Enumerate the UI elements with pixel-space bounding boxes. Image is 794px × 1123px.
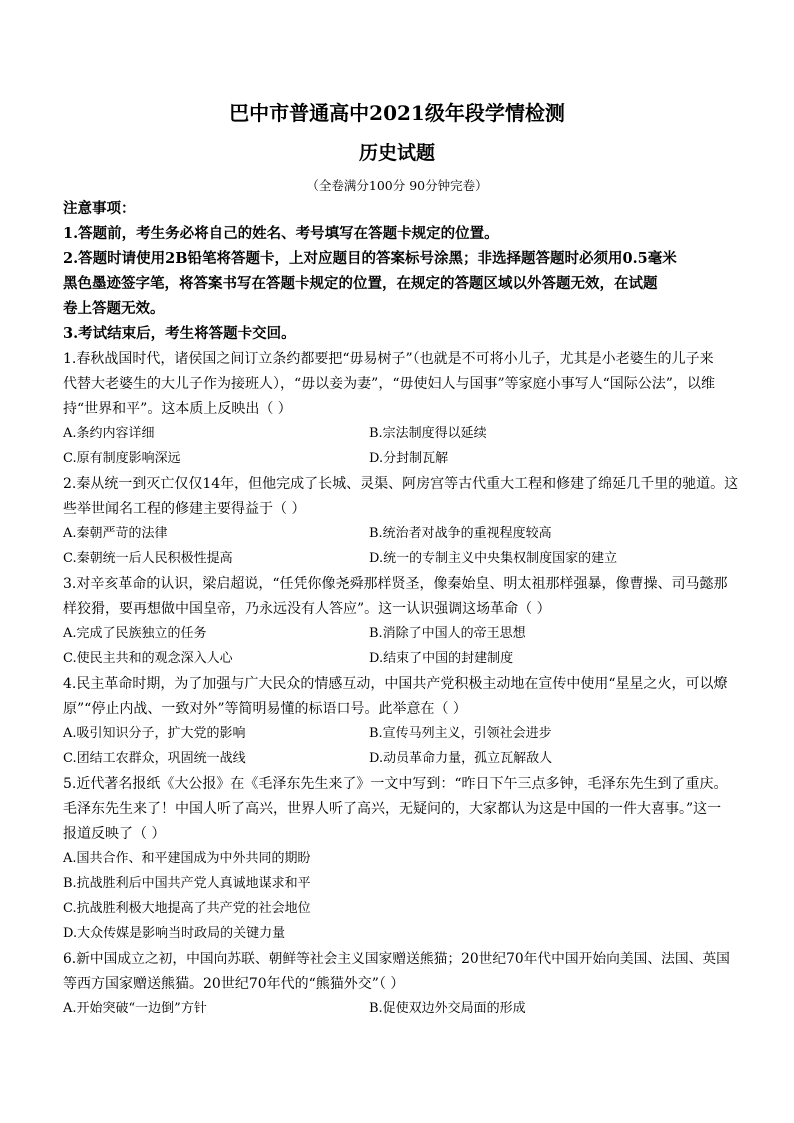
question-5-option-a: A.国共合作、和平建国成为中外共同的期盼	[63, 851, 311, 866]
notice-item: 黑色墨迹签字笔，将答案书写在答题卡规定的位置，在规定的答题区域以外答题无效，在试题	[63, 275, 658, 292]
exam-info: （全卷满分100分 90分钟完卷）	[306, 178, 488, 193]
question-6-stem: 6.新中国成立之初，中国向苏联、朝鲜等社会主义国家赠送熊猫；20世纪70年代中国开始向美国、法国、英国	[63, 951, 730, 967]
question-3-stem: 样狡猾，要再想做中国皇帝，乃永远没有人答应”。这一认识强调这场革命（ ）	[63, 601, 551, 617]
question-1-option-d: D.分封制瓦解	[369, 451, 449, 466]
question-3-option-a: A.完成了民族独立的任务	[63, 626, 207, 641]
question-1-option-b: B.宗法制度得以延续	[369, 426, 487, 441]
question-4-option-a: A.吸引知识分子，扩大党的影响	[63, 726, 246, 741]
question-2-stem: 些举世闻名工程的修建主要得益于（ ）	[63, 501, 306, 517]
question-2-stem: 2.秦从统一到灭亡仅仅14年，但他完成了长城、灵渠、阿房宫等古代重大工程和修建了绵延几千里的驰道。这	[63, 476, 739, 492]
question-5-option-b: B.抗战胜利后中国共产党人真诚地谋求和平	[63, 876, 311, 891]
notice-item: 1.答题前，考生务必将自己的姓名、考号填写在答题卡规定的位置。	[63, 225, 499, 242]
question-4-option-c: C.团结工农群众，巩固统一战线	[63, 751, 246, 766]
question-1-option-a: A.条约内容详细	[63, 426, 155, 441]
question-1-stem: 持“世界和平”。这本质上反映出（ ）	[63, 401, 292, 417]
question-6-stem: 等西方国家赠送熊猫。20世纪70年代的“熊猫外交”（ ）	[63, 976, 405, 992]
notice-item: 卷上答题无效。	[63, 300, 165, 317]
question-6-option-b: B.促使双边外交局面的形成	[369, 1001, 526, 1016]
question-5-stem: 报道反映了（ ）	[63, 826, 166, 842]
question-4-stem: 4.民主革命时期，为了加强与广大民众的情感互动，中国共产党积极主动地在宣传中使用“星星之火，可以燎	[63, 676, 728, 692]
question-2-option-a: A.秦朝严苛的法律	[63, 526, 168, 541]
question-4-option-d: D.动员革命力量，孤立瓦解敌人	[369, 751, 553, 766]
notice-item: 2.答题时请使用2B铅笔将答题卡，上对应题目的答案标号涂黑；非选择题答题时必须用0.5毫米	[63, 250, 677, 267]
question-1-stem: 1.春秋战国时代，诸侯国之间订立条约都要把“毋易树子”（也就是不可将小儿子，尤其是小老婆生的儿子来	[63, 351, 714, 367]
question-4-stem: 原”“停止内战、一致对外”等简明易懂的标语口号。此举意在（ ）	[63, 701, 467, 717]
question-3-option-b: B.消除了中国人的帝王思想	[369, 626, 526, 641]
question-5-option-c: C.抗战胜利极大地提高了共产党的社会地位	[63, 901, 311, 916]
question-5-option-d: D.大众传媒是影响当时政局的关键力量	[63, 926, 286, 941]
question-5-stem: 5.近代著名报纸《大公报》在《毛泽东先生来了》一文中写到：“昨日下午三点多钟，毛泽东先生到了重庆。	[63, 776, 728, 792]
question-3-stem: 3.对辛亥革命的认识，梁启超说，“任凭你像尧舜那样贤圣，像秦始皇、明太祖那样强暴，像曹操、司马懿那	[63, 576, 728, 592]
question-4-option-b: B.宣传马列主义，引领社会进步	[369, 726, 552, 741]
notice-item: 3.考试结束后，考生将答题卡交回。	[63, 325, 296, 342]
exam-title: 巴中市普通高中2021级年段学情检测	[229, 101, 565, 125]
question-3-option-c: C.使民主共和的观念深入人心	[63, 651, 233, 666]
question-6-option-a: A.开始突破“一边倒”方针	[63, 1001, 207, 1016]
notice-heading: 注意事项：	[63, 200, 136, 217]
question-3-option-d: D.结束了中国的封建制度	[369, 651, 514, 666]
question-2-option-d: D.统一的专制主义中央集权制度国家的建立	[369, 551, 618, 566]
question-2-option-c: C.秦朝统一后人民积极性提高	[63, 551, 233, 566]
subject-title: 历史试题	[358, 142, 435, 164]
question-5-stem: 毛泽东先生来了！中国人听了高兴，世界人听了高兴，无疑问的，大家都认为这是中国的一件大喜事。”这一	[63, 801, 722, 817]
question-1-option-c: C.原有制度影响深远	[63, 451, 181, 466]
question-2-option-b: B.统治者对战争的重视程度较高	[369, 526, 552, 541]
question-1-stem: 代替大老婆生的大儿子作为接班人），“毋以妾为妻”，“毋使妇人与国事”等家庭小事写人“国际公法”，以维	[63, 376, 715, 392]
